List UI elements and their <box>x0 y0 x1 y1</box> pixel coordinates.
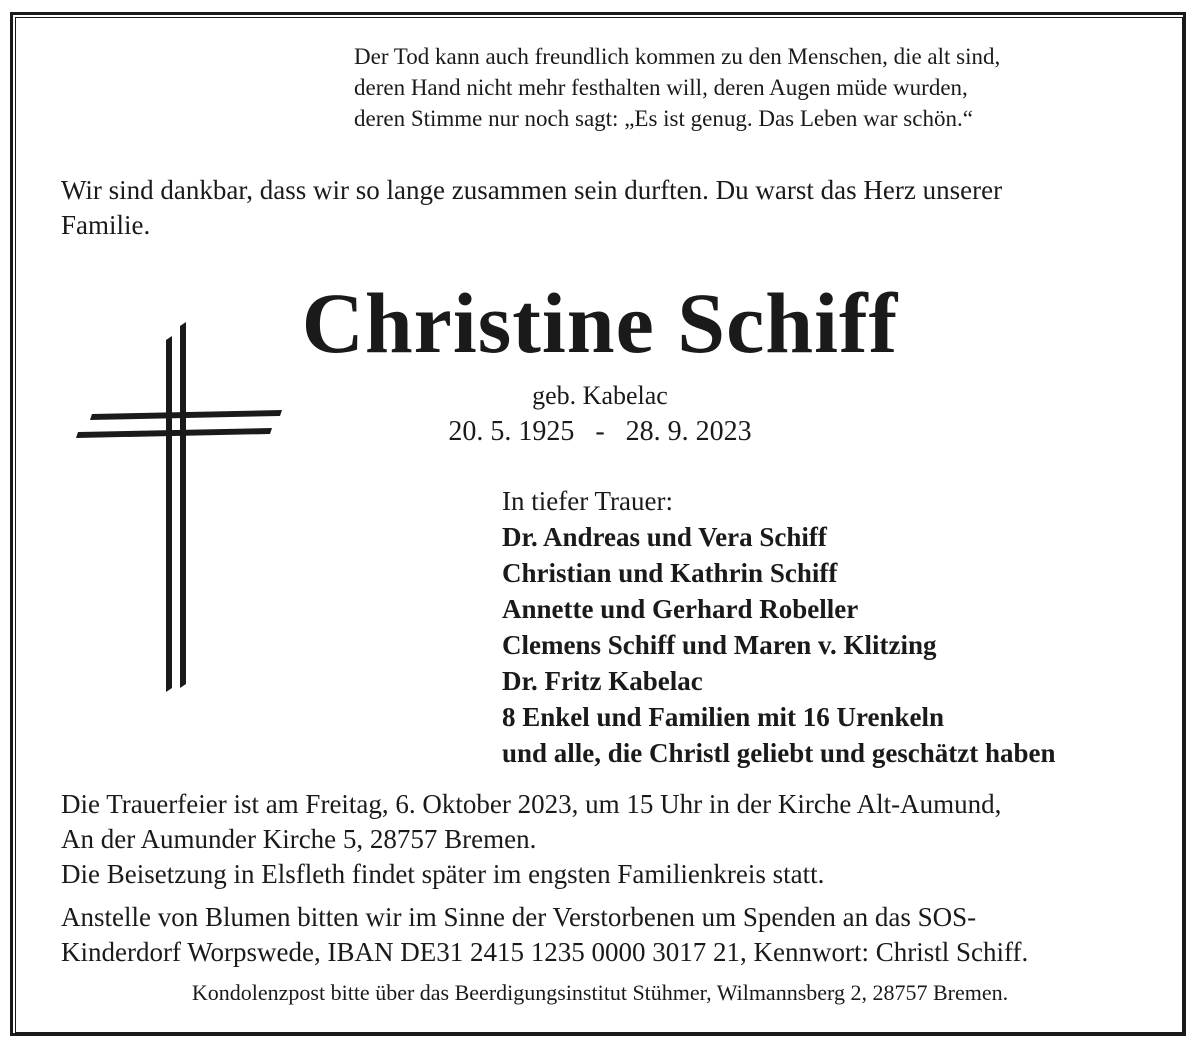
deceased-name: Christine Schiff <box>301 275 899 371</box>
mourners-intro: In tiefer Trauer: <box>502 486 673 516</box>
mourner-name: 8 Enkel und Familien mit 16 Urenkeln <box>502 702 945 732</box>
gratitude-paragraph <box>61 173 1151 243</box>
funeral-service-info <box>61 787 1151 892</box>
donation-line: Anstelle von Blumen bitten wir im Sinne der Verstorbenen um Spenden an das SOS- <box>61 902 977 932</box>
service-line: Die Trauerfeier ist am Freitag, 6. Oktober 2023, um 15 Uhr in der Kirche Alt-Aumund, <box>61 789 1002 819</box>
life-dates: 20. 5. 1925 - 28. 9. 2023 <box>448 416 752 447</box>
service-line: Die Beisetzung in Elsfleth findet später im engsten Familienkreis statt. <box>61 859 825 889</box>
quote-line: deren Stimme nur noch sagt: „Es ist genug. Das Leben war schön.“ <box>354 106 973 131</box>
gratitude-line: Wir sind dankbar, dass wir so lange zusammen sein durften. Du warst das Herz unserer <box>61 175 1003 205</box>
donation-request <box>61 900 1151 970</box>
donation-line: Kinderdorf Worpswede, IBAN DE31 2415 1235 0000 3017 21, Kennwort: Christl Schiff. <box>61 937 1029 967</box>
condolence-address: Kondolenzpost bitte über das Beerdigungsinstitut Stühmer, Wilmannsberg 2, 28757 Bremen. <box>191 980 1009 1005</box>
quote-line: deren Hand nicht mehr festhalten will, deren Augen müde wurden, <box>354 75 968 100</box>
mourner-name: Christian und Kathrin Schiff <box>502 558 838 588</box>
mourner-name: Dr. Fritz Kabelac <box>502 666 703 696</box>
service-line: An der Aumunder Kirche 5, 28757 Bremen. <box>61 824 537 854</box>
christian-cross-icon <box>74 322 288 708</box>
mourner-name: Annette und Gerhard Robeller <box>502 594 859 624</box>
gratitude-line: Familie. <box>61 210 151 240</box>
quote-line: Der Tod kann auch freundlich kommen zu den Menschen, die alt sind, <box>354 44 1001 69</box>
maiden-name: geb. Kabelac <box>532 381 668 410</box>
mourners-list <box>502 483 1162 771</box>
mourner-name: Dr. Andreas und Vera Schiff <box>502 522 827 552</box>
mourner-name: Clemens Schiff und Maren v. Klitzing <box>502 630 937 660</box>
mourner-name: und alle, die Christl geliebt und geschätzt haben <box>502 738 1056 768</box>
opening-quote <box>354 41 1154 134</box>
